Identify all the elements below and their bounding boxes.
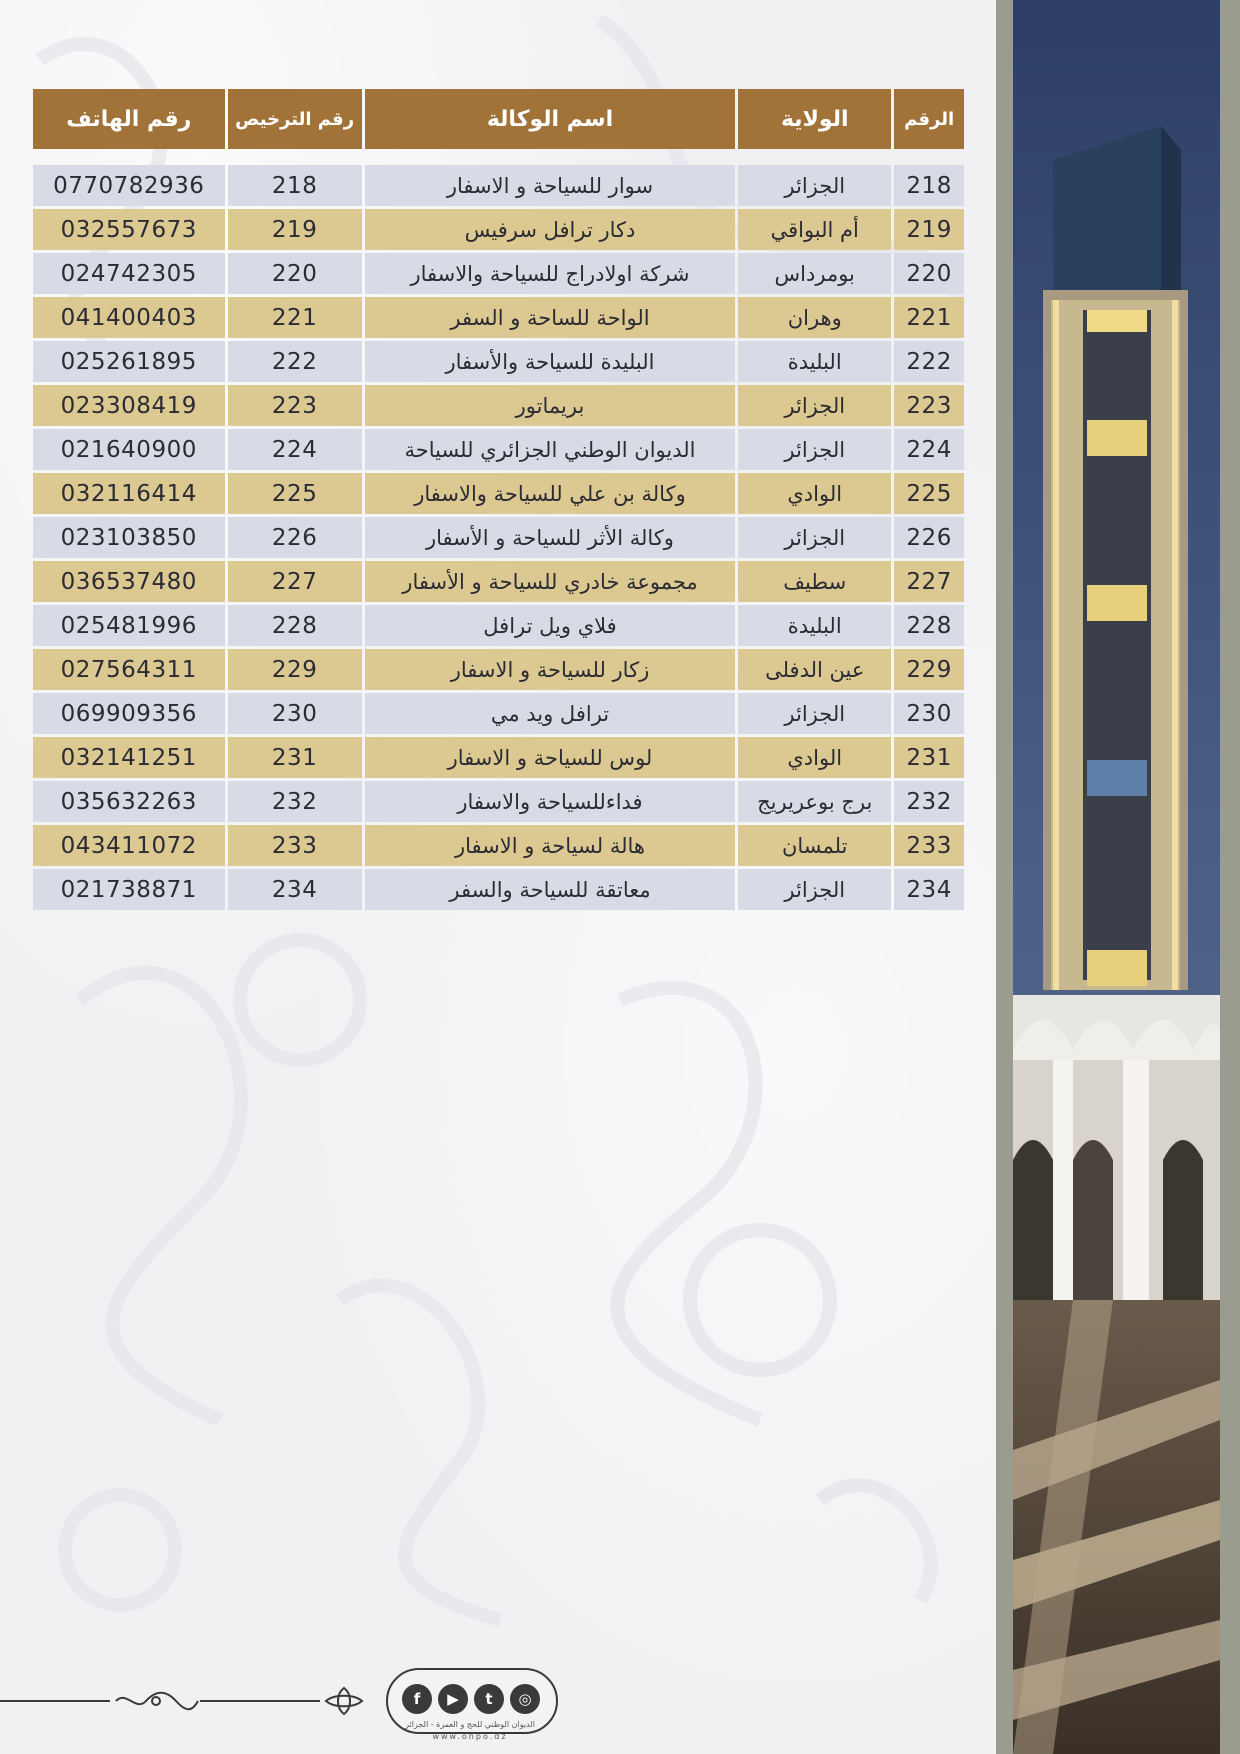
cell-agency-name: سوار للسياحة و الاسفار [365, 165, 735, 206]
cell-wilaya: الجزائر [738, 385, 891, 426]
cell-license: 234 [228, 869, 362, 910]
table-row [33, 473, 964, 514]
cell-id: 224 [894, 429, 964, 470]
cell-wilaya: عين الدفلى [738, 649, 891, 690]
mosque-minaret-photo [1013, 0, 1220, 1754]
cell-phone: 032557673 [33, 209, 225, 250]
cell-wilaya: برج بوعريريج [738, 781, 891, 822]
cell-id: 231 [894, 737, 964, 778]
header-wilaya: الولاية [738, 89, 891, 149]
cell-wilaya: بومرداس [738, 253, 891, 294]
cell-wilaya: وهران [738, 297, 891, 338]
footer-divider-left [0, 1700, 110, 1702]
cell-agency-name: فداءللسياحة والاسفار [365, 781, 735, 822]
cell-id: 219 [894, 209, 964, 250]
cell-phone: 043411072 [33, 825, 225, 866]
table-row [33, 781, 964, 822]
footer-ornament-icon [112, 1688, 200, 1718]
cell-wilaya: سطيف [738, 561, 891, 602]
cell-id: 221 [894, 297, 964, 338]
cell-license: 219 [228, 209, 362, 250]
table-row [33, 517, 964, 558]
website-link[interactable]: www.onpo.dz [432, 1732, 508, 1741]
cell-wilaya: الجزائر [738, 429, 891, 470]
facebook-icon[interactable]: f [402, 1684, 432, 1714]
table-header-row [33, 89, 964, 149]
cell-license: 229 [228, 649, 362, 690]
cell-phone: 025481996 [33, 605, 225, 646]
cell-id: 228 [894, 605, 964, 646]
cell-id: 229 [894, 649, 964, 690]
cell-agency-name: وكالة الأثر للسياحة و الأسفار [365, 517, 735, 558]
cell-wilaya: أم البواقي [738, 209, 891, 250]
cell-license: 232 [228, 781, 362, 822]
header-agency-name: اسم الوكالة [365, 89, 735, 149]
cell-wilaya: الوادي [738, 473, 891, 514]
cell-license: 223 [228, 385, 362, 426]
table-row [33, 737, 964, 778]
cell-phone: 032141251 [33, 737, 225, 778]
cell-license: 225 [228, 473, 362, 514]
cell-license: 220 [228, 253, 362, 294]
cell-phone: 021738871 [33, 869, 225, 910]
cell-agency-name: دكار ترافل سرفيس [365, 209, 735, 250]
cell-agency-name: بريماتور [365, 385, 735, 426]
header-phone: رقم الهاتف [33, 89, 225, 149]
cell-agency-name: مجموعة خادري للسياحة و الأسفار [365, 561, 735, 602]
cell-agency-name: شركة اولادراج للسياحة والاسفار [365, 253, 735, 294]
cell-license: 222 [228, 341, 362, 382]
agency-table [30, 86, 967, 913]
cell-wilaya: البليدة [738, 341, 891, 382]
table-row [33, 825, 964, 866]
cell-id: 230 [894, 693, 964, 734]
footer-divider-mid [200, 1700, 320, 1702]
cell-agency-name: البليدة للسياحة والأسفار [365, 341, 735, 382]
cell-id: 233 [894, 825, 964, 866]
cell-phone: 032116414 [33, 473, 225, 514]
cell-license: 227 [228, 561, 362, 602]
cell-agency-name: وكالة بن علي للسياحة والاسفار [365, 473, 735, 514]
table-row [33, 869, 964, 910]
cell-id: 234 [894, 869, 964, 910]
cell-license: 228 [228, 605, 362, 646]
cell-agency-name: فلاي ويل ترافل [365, 605, 735, 646]
cell-phone: 025261895 [33, 341, 225, 382]
cell-id: 225 [894, 473, 964, 514]
cell-id: 220 [894, 253, 964, 294]
cell-phone: 069909356 [33, 693, 225, 734]
cell-id: 223 [894, 385, 964, 426]
cell-wilaya: تلمسان [738, 825, 891, 866]
cell-license: 224 [228, 429, 362, 470]
table-row [33, 605, 964, 646]
cell-phone: 023103850 [33, 517, 225, 558]
cell-phone: 041400403 [33, 297, 225, 338]
footer-flower-icon [322, 1684, 366, 1722]
table-row [33, 297, 964, 338]
cell-agency-name: هالة لسياحة و الاسفار [365, 825, 735, 866]
cell-id: 222 [894, 341, 964, 382]
cell-id: 232 [894, 781, 964, 822]
cell-wilaya: الجزائر [738, 165, 891, 206]
cell-wilaya: الجزائر [738, 869, 891, 910]
cell-license: 233 [228, 825, 362, 866]
cell-id: 226 [894, 517, 964, 558]
cell-agency-name: لوس للسياحة و الاسفار [365, 737, 735, 778]
header-id: الرقم [894, 89, 964, 149]
header-license: رقم الترخيص [228, 89, 362, 149]
table-row [33, 649, 964, 690]
cell-wilaya: الجزائر [738, 693, 891, 734]
table-row [33, 165, 964, 206]
table-row [33, 253, 964, 294]
table-row [33, 429, 964, 470]
organization-name: الديوان الوطني للحج و العمرة - الجزائر [405, 1720, 535, 1729]
cell-agency-name: معاتقة للسياحة والسفر [365, 869, 735, 910]
youtube-icon[interactable]: ▶ [438, 1684, 468, 1714]
cell-license: 221 [228, 297, 362, 338]
twitter-icon[interactable]: t [474, 1684, 504, 1714]
table-row [33, 693, 964, 734]
cell-phone: 027564311 [33, 649, 225, 690]
cell-license: 218 [228, 165, 362, 206]
cell-phone: 035632263 [33, 781, 225, 822]
cell-license: 230 [228, 693, 362, 734]
cell-wilaya: البليدة [738, 605, 891, 646]
table-row [33, 385, 964, 426]
table-body [33, 152, 964, 910]
cell-license: 231 [228, 737, 362, 778]
cell-agency-name: الواحة للساحة و السفر [365, 297, 735, 338]
cell-wilaya: الوادي [738, 737, 891, 778]
table-spacer [33, 152, 964, 162]
table-row [33, 209, 964, 250]
cell-phone: 024742305 [33, 253, 225, 294]
cell-id: 218 [894, 165, 964, 206]
cell-phone: 0770782936 [33, 165, 225, 206]
table-row [33, 341, 964, 382]
cell-agency-name: زكار للسياحة و الاسفار [365, 649, 735, 690]
cell-agency-name: الديوان الوطني الجزائري للسياحة [365, 429, 735, 470]
cell-phone: 036537480 [33, 561, 225, 602]
table-row [33, 561, 964, 602]
instagram-icon[interactable]: ◎ [510, 1684, 540, 1714]
cell-id: 227 [894, 561, 964, 602]
cell-license: 226 [228, 517, 362, 558]
cell-phone: 021640900 [33, 429, 225, 470]
cell-wilaya: الجزائر [738, 517, 891, 558]
cell-agency-name: ترافل ويد مي [365, 693, 735, 734]
cell-phone: 023308419 [33, 385, 225, 426]
